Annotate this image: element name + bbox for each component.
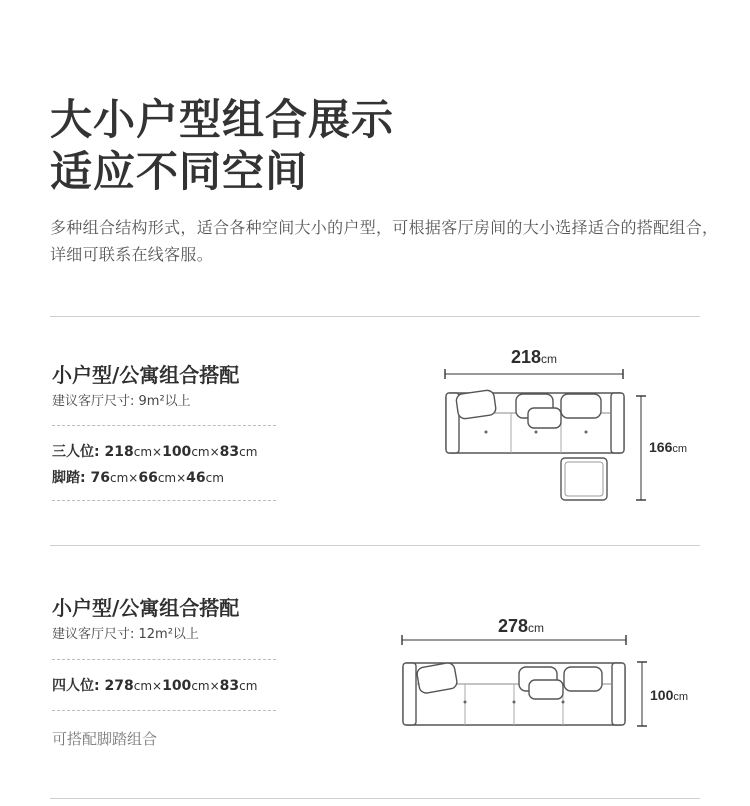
divider <box>50 316 700 317</box>
footstool-combo-note: 可搭配脚踏组合 <box>52 730 158 748</box>
depth-dimension-label: 166cm <box>649 439 688 455</box>
dashed-divider <box>52 425 276 426</box>
section-1-title: 小户型/公寓组合搭配 <box>52 363 240 387</box>
spec-footstool: 脚踏: 76cm×66cm×46cm <box>52 470 224 486</box>
width-dimension-label: 218cm <box>510 347 558 367</box>
sofa-icon <box>446 389 624 500</box>
section-2-room-size: 建议客厅尺寸: 12m²以上 <box>52 627 199 642</box>
section-2-title: 小户型/公寓组合搭配 <box>52 596 240 620</box>
divider <box>50 798 700 799</box>
four-seater-sofa-diagram <box>390 605 710 735</box>
dashed-divider <box>52 710 276 711</box>
dashed-divider <box>52 659 276 660</box>
three-seater-sofa-diagram <box>430 340 710 515</box>
page-title-line-1: 大小户型组合展示 <box>50 95 395 144</box>
intro-description: 多种组合结构形式，适合各种空间大小的户型，可根据客厅房间的大小选择适合的搭配组合，详细可联系在线客服。 <box>50 218 719 264</box>
sofa-icon <box>403 662 625 725</box>
width-dimension-label: 278cm <box>497 616 545 636</box>
divider <box>50 545 700 546</box>
page-title-line-2: 适应不同空间 <box>50 147 309 196</box>
spec-four-seater: 四人位: 278cm×100cm×83cm <box>52 678 258 694</box>
dashed-divider <box>52 500 276 501</box>
depth-dimension-label: 100cm <box>650 687 689 703</box>
spec-three-seater: 三人位: 218cm×100cm×83cm <box>52 444 258 460</box>
section-1-room-size: 建议客厅尺寸: 9m²以上 <box>52 394 191 409</box>
